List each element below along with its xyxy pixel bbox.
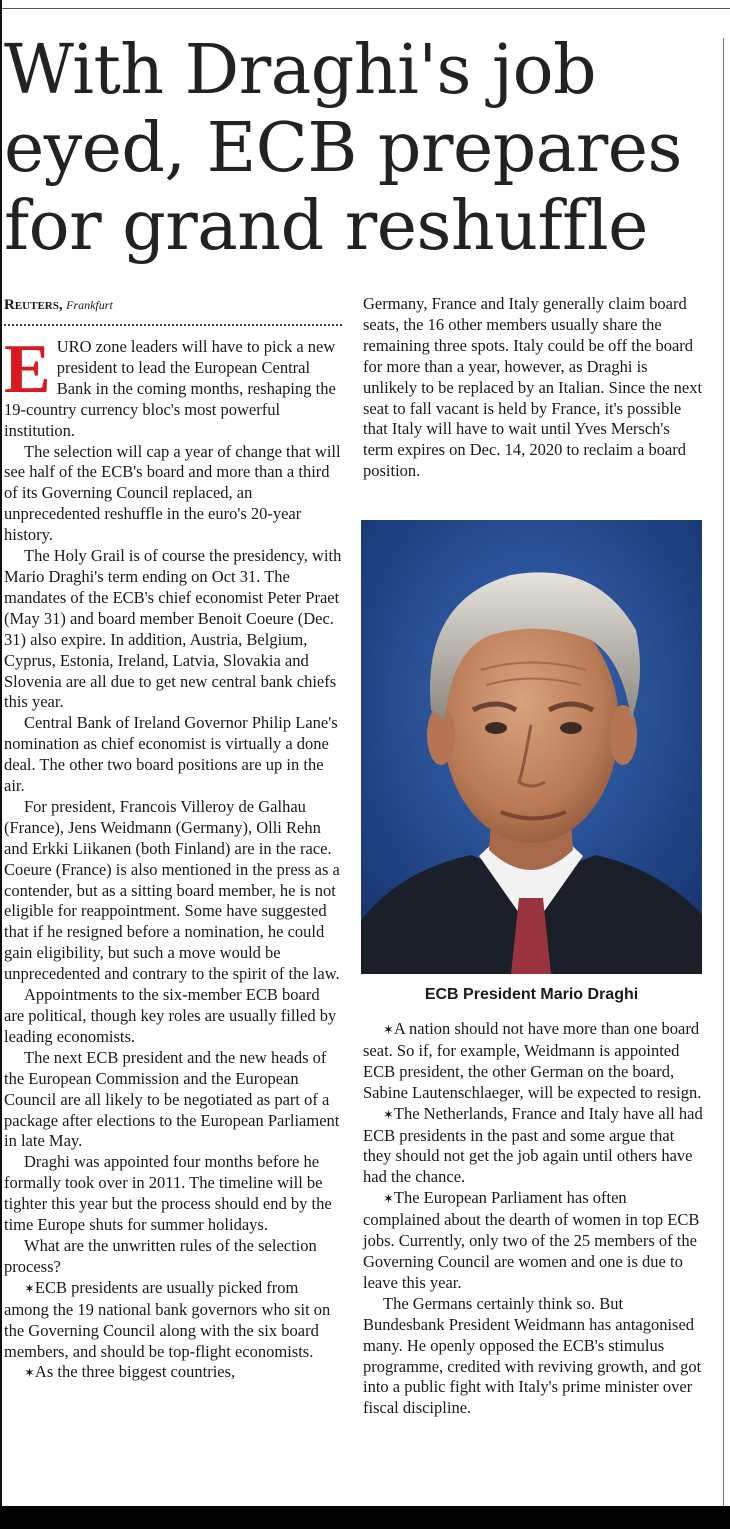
article-column-2-bottom	[363, 1019, 703, 1419]
drop-cap: E	[4, 331, 51, 408]
paragraph: Draghi was appointed four months before he formally took over in 2011. The timeline will be tighter this year but the process should end by the time Europe shuts for summer holidays.	[4, 1152, 332, 1235]
article-column-1	[4, 331, 342, 1384]
byline-divider	[4, 324, 342, 326]
bullet-paragraph: ✶As the three biggest countries,	[24, 1362, 236, 1382]
paragraph: The selection will cap a year of change that will see half of the ECB's board and more than a third of its Governing Council replaced, an unprecedented reshuffle in the euro's 20-year history.	[4, 441, 341, 545]
bullet-paragraph: ✶ECB presidents are usually picked from among the 19 national bank governors who sit on the Governing Council along with the six board members, and should be top-flight economists.	[4, 1277, 331, 1361]
byline-city: Frankfurt	[66, 298, 113, 312]
paragraph: Appointments to the six-member ECB board are political, though key roles are usually filled by leading economists.	[4, 985, 337, 1046]
paragraph: The Holy Grail is of course the presidency, with Mario Draghi's term ending on Oct 31. The mandates of the ECB's chief economist Peter Praet (May 31) and board member Benoit Coeure (Dec. 31) also expire. In addition, Austria, Belgium, Cyprus, Estonia, Ireland, Latvia, Slovakia and Slovenia are all due to get new central bank chiefs this year.	[4, 546, 342, 712]
star-bullet-icon: ✶	[383, 1191, 394, 1207]
paragraph: Central Bank of Ireland Governor Philip Lane's nomination as chief economist is virtually a done deal. The other two board positions are up in the air.	[4, 713, 338, 796]
lead-paragraph	[4, 331, 342, 442]
left-border	[0, 0, 2, 1529]
paragraph: What are the unwritten rules of the selection process?	[4, 1235, 317, 1276]
star-bullet-icon: ✶	[383, 1022, 394, 1037]
headline: With Draghi's job eyed, ECB prepares for grand reshuffle	[4, 31, 682, 266]
article-column-2-top	[363, 294, 703, 482]
paragraph: The next ECB president and the new heads of the European Commission and the European Council are all likely to be negotiated as part of a package after elections to the European Parliament in late May.	[4, 1047, 340, 1151]
portrait-illustration	[361, 520, 702, 974]
lead-text: URO zone leaders will have to pick a new president to lead the European Central Bank in the coming months, reshaping the 19-country currency bloc's most powerful institution.	[4, 337, 336, 440]
paragraph: For president, Francois Villeroy de Galhau (France), Jens Weidmann (Germany), Olli Rehn and Erkki Liikanen (both Finland) are in the race. Coeure (France) is also mentioned in the press as a contender, but as a sitting board member, he is not eligible for reappointment. Some have suggested that if he resigned before a nomination, he could gain eligibility, but such a move would be unprecedented and contrary to the spirit of the law.	[4, 796, 340, 984]
paragraph: Germany, France and Italy generally claim board seats, the 16 other members usually share the remaining three spots. Italy could be off the board for more than a year, however, as Draghi is unlikely to be replaced by an Italian. Since the next seat to fall vacant is held by France, it's possible that Italy will have to wait until Yves Mersch's term expires on Dec. 14, 2020 to reclaim a board position.	[363, 294, 703, 481]
photo-caption: ECB President Mario Draghi	[424, 986, 639, 1003]
bullet-paragraph: ✶The European Parliament has often complained about the dearth of women in top ECB jobs. Currently, only two of the 25 members of the Governing Council are women and one is due to leave this year.	[363, 1188, 700, 1292]
star-bullet-icon: ✶	[383, 1106, 394, 1122]
bullet-paragraph: ✶A nation should not have more than one board seat. So if, for example, Weidmann is appointed ECB president, the other German on the board, Sabine Lautenschlaeger, will be expected to resign.	[363, 1019, 702, 1102]
byline-agency: Reuters,	[4, 297, 63, 313]
bullet-paragraph: ✶The Netherlands, France and Italy have all had ECB presidents in the past and some argue that they should not get the job again until others have had the chance.	[363, 1103, 703, 1187]
top-rule	[0, 8, 730, 9]
paragraph: The Germans certainly think so. But Bundesbank President Weidmann has antagonised many. He openly opposed the ECB's stimulus programme, credited with reviving growth, and got into a public fight with Italy's prime minister over fiscal discipline.	[363, 1293, 702, 1418]
star-bullet-icon: ✶	[24, 1365, 35, 1381]
star-bullet-icon: ✶	[24, 1280, 35, 1296]
photo-mario-draghi	[361, 520, 702, 974]
byline	[4, 297, 344, 314]
bottom-bar	[0, 1506, 730, 1529]
